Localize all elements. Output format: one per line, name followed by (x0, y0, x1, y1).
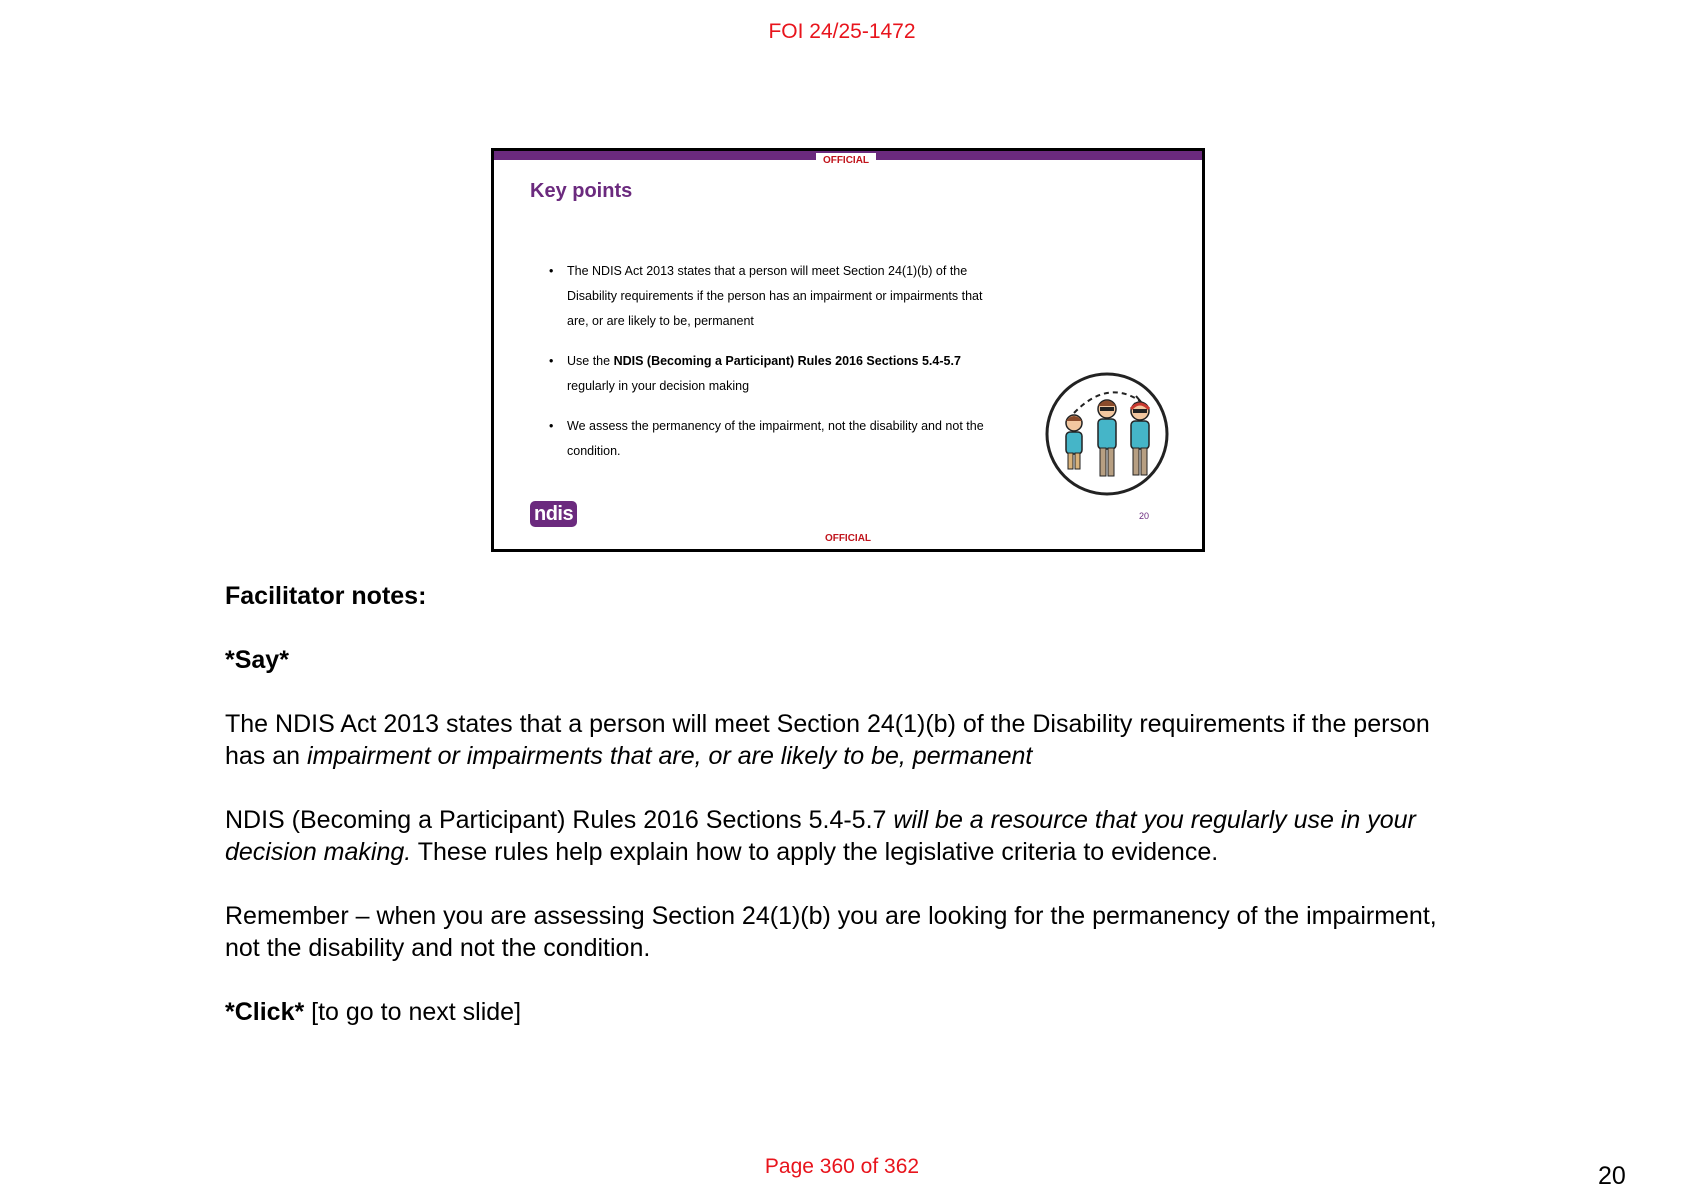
key-points-list (549, 259, 989, 479)
key-point-2-tail: regularly in your decision making (567, 379, 750, 393)
notes-paragraph-1 (225, 708, 1475, 772)
notes-paragraph-3: Remember – when you are assessing Section 24(1)(b) you are looking for the permanency of the impairment, not the disability and not the condition. (225, 902, 1437, 962)
key-point-2-text: Use the (567, 354, 614, 368)
notes-p1-text: The NDIS Act 2013 states that a person will meet Section 24(1)(b) of the Disability requirements if the person has an (225, 710, 1430, 770)
notes-p2-tail: These rules help explain how to apply the legislative criteria to evidence. (411, 838, 1219, 866)
classification-top: OFFICIAL (816, 153, 876, 168)
notes-heading: Facilitator notes: (225, 582, 427, 610)
key-point-3-text: We assess the permanency of the impairment, not the disability and not the condition. (567, 419, 984, 458)
say-cue: *Say* (225, 646, 289, 674)
slide-number: 20 (1139, 511, 1150, 521)
facilitator-notes (225, 580, 1475, 1028)
key-point-2 (549, 349, 989, 399)
slide-title: Key points (530, 180, 633, 202)
click-cue-bold: *Click* (225, 998, 305, 1026)
foi-reference: FOI 24/25-1472 (768, 20, 916, 43)
key-point-3 (549, 414, 989, 464)
ndis-logo: ndis (530, 501, 577, 527)
click-cue-text: [to go to next slide] (304, 998, 522, 1026)
notes-p2-text: NDIS (Becoming a Participant) Rules 2016 Sections 5.4-5.7 (225, 806, 894, 834)
page-footer: Page 360 of 362 (764, 1155, 920, 1178)
page-number: 20 (1598, 1162, 1626, 1190)
click-cue (225, 996, 1475, 1028)
key-point-1 (549, 259, 989, 334)
slide-thumbnail (491, 148, 1205, 552)
notes-p1-italic: impairment or impairments that are, or are likely to be, permanent (307, 742, 1033, 770)
key-point-2-bold: NDIS (Becoming a Participant) Rules 2016 Sections 5.4-5.7 (613, 354, 961, 368)
notes-paragraph-2 (225, 804, 1475, 868)
classification-bottom: OFFICIAL (824, 533, 872, 544)
key-point-1-text: The NDIS Act 2013 states that a person will meet Section 24(1)(b) of the Disability requirements if the person has an impairment or impairments that are, or are likely to be, permanent (567, 264, 983, 328)
notes-p2-italic: will be a resource that you regularly use in your decision making. (225, 806, 1416, 866)
people-lifespan-icon (1044, 371, 1170, 497)
